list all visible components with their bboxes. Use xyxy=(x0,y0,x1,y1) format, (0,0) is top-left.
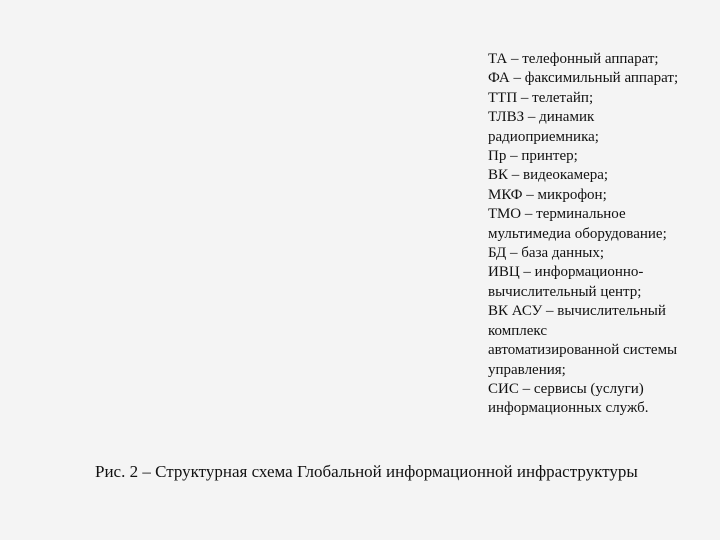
legend-line: ВК – видеокамера; xyxy=(488,167,609,184)
legend-line: автоматизированной системы xyxy=(488,342,678,359)
legend-line: ФА – факсимильный аппарат; xyxy=(488,70,679,87)
legend-line: МКФ – микрофон; xyxy=(488,186,607,203)
legend-line: управления; xyxy=(488,361,566,378)
legend-line: СИС – сервисы (услуги) xyxy=(488,380,644,397)
legend-line: БД – база данных; xyxy=(488,245,604,262)
legend-line: информационных служб. xyxy=(488,400,649,417)
legend-line: Пр – принтер; xyxy=(488,148,578,165)
legend-line: ТЛВЗ – динамик xyxy=(488,109,595,126)
legend-line: вычислительный центр; xyxy=(488,283,642,300)
legend-line: мультимедиа оборудование; xyxy=(488,225,667,242)
legend-line: ТТП – телетайп; xyxy=(488,89,594,106)
legend-line: ВК АСУ – вычислительный xyxy=(488,303,666,320)
legend-line: радиоприемника; xyxy=(488,128,599,145)
legend-list xyxy=(488,50,708,419)
legend-line: ТМО – терминальное xyxy=(488,206,626,223)
legend-line: ТА – телефонный аппарат; xyxy=(488,51,659,67)
legend-line: ИВЦ – информационно- xyxy=(488,264,644,281)
legend-line: комплекс xyxy=(488,322,547,339)
figure-caption: Рис. 2 – Структурная схема Глобальной информационной инфраструктуры xyxy=(95,462,638,481)
